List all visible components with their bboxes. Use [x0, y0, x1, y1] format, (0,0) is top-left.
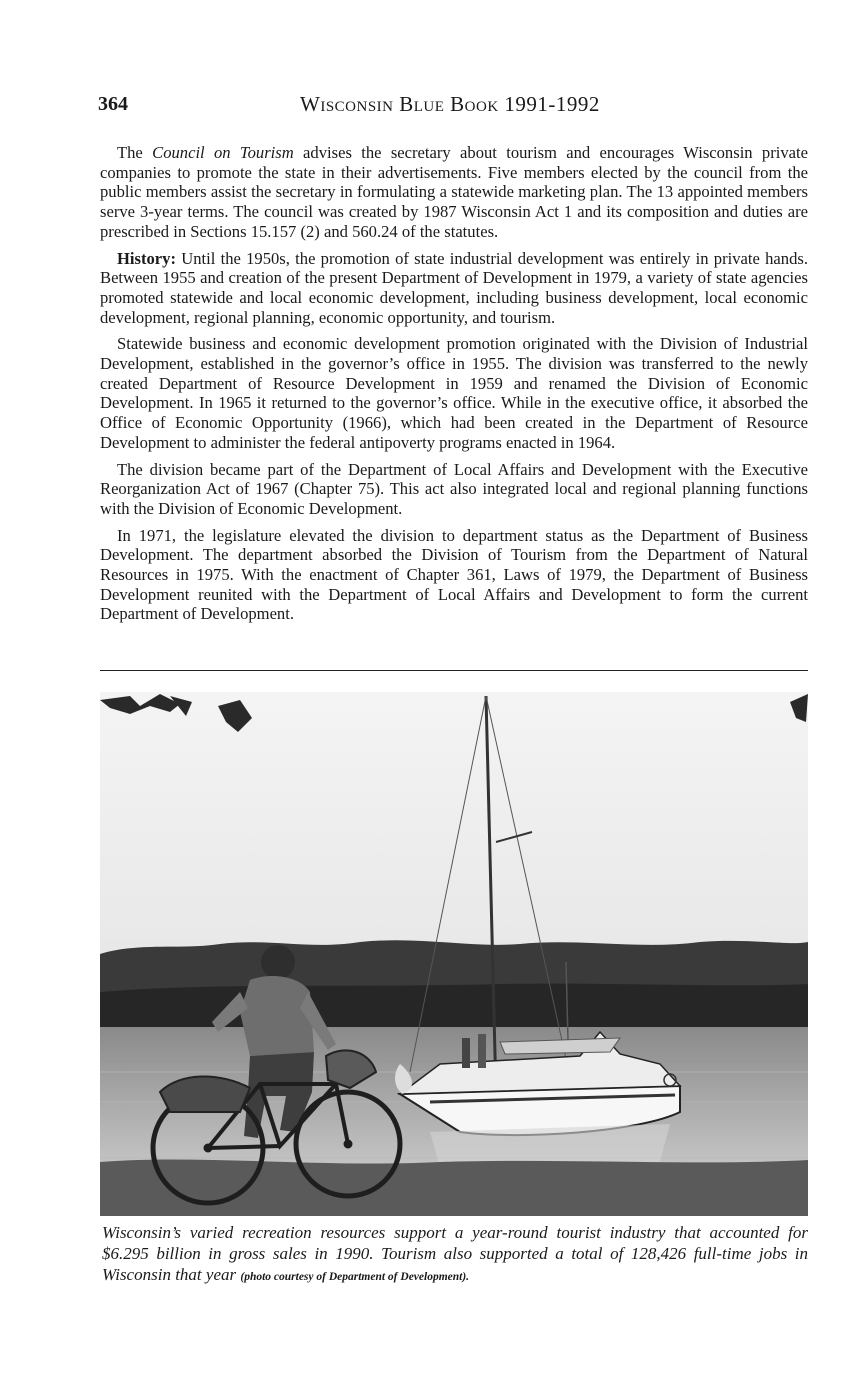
running-head: [300, 92, 600, 117]
paragraph-business-development: In 1971, the legislature elevated the division to department status as the Department of Business Development. The department absorbed the Division of Tourism from the Department of Natural Resources in 1975. With the enactment of Chapter 361, Laws of 1979, the Department of Business Development reunited with the Department of Local Affairs and Development to form the current Department of Development.: [100, 525, 808, 624]
section-divider: [100, 670, 808, 671]
paragraph-council-on-tourism: The Council on Tourism advises the secretary about tourism and encourages Wisconsin private companies to promote the state in their advertisements. Five members elected by the council from the public members assist the secretary in formulating a statewide marketing plan. The 13 appointed members serve 3-year terms. The council was created by 1987 Wisconsin Act 1 and its composition and duties are prescribed in Sections 15.157 (2) and 560.24 of the statutes.: [100, 143, 808, 241]
photo-credit: (photo courtesy of Department of Development).: [240, 1271, 470, 1283]
council-on-tourism-term: Council on Tourism: [152, 143, 294, 162]
history-heading: History:: [117, 248, 176, 268]
shore-grass: [100, 1159, 808, 1216]
photo-illustration: [100, 692, 808, 1216]
paragraph-local-affairs: The division became part of the Department of Local Affairs and Development with the Executive Reorganization Act of 1967 (Chapter 75). This act also integrated local and regional planning functions with the Division of Economic Development.: [100, 459, 808, 518]
running-head-title: Wisconsin Blue Book: [300, 92, 499, 116]
photo-caption: [102, 1222, 808, 1288]
body-text: [100, 143, 808, 631]
paragraph-history: History: Until the 1950s, the promotion of state industrial development was entirely in private hands. Between 1955 and creation of the present Department of Development in 1979, a variety of state agencies promoted statewide and local economic development, including business development, local economic development, regional planning, economic opportunity, and tourism.: [100, 248, 808, 327]
photo-bicyclist-sailboat: [100, 692, 808, 1216]
running-head-years: 1991-1992: [504, 92, 600, 116]
paragraph-statewide-promotion: Statewide business and economic development promotion originated with the Division of Industrial Development, established in the governor’s office in 1955. The division was transferred to the newly created Department of Resource Development in 1959 and renamed the Division of Economic Development. In 1965 it returned to the governor’s office. While in the executive office, it absorbed the Office of Economic Opportunity (1966), which had been created in the Department of Resource Development to administer the federal antipoverty programs enacted in 1964.: [100, 334, 808, 452]
page-number: 364: [98, 93, 128, 115]
caption-text: Wisconsin’s varied recreation resources support a year-round tourist industry that accounted for $6.295 billion in gross sales in 1990. Tourism also supported a total of 128,426 full-time jobs in Wisconsin that year: [102, 1223, 808, 1284]
